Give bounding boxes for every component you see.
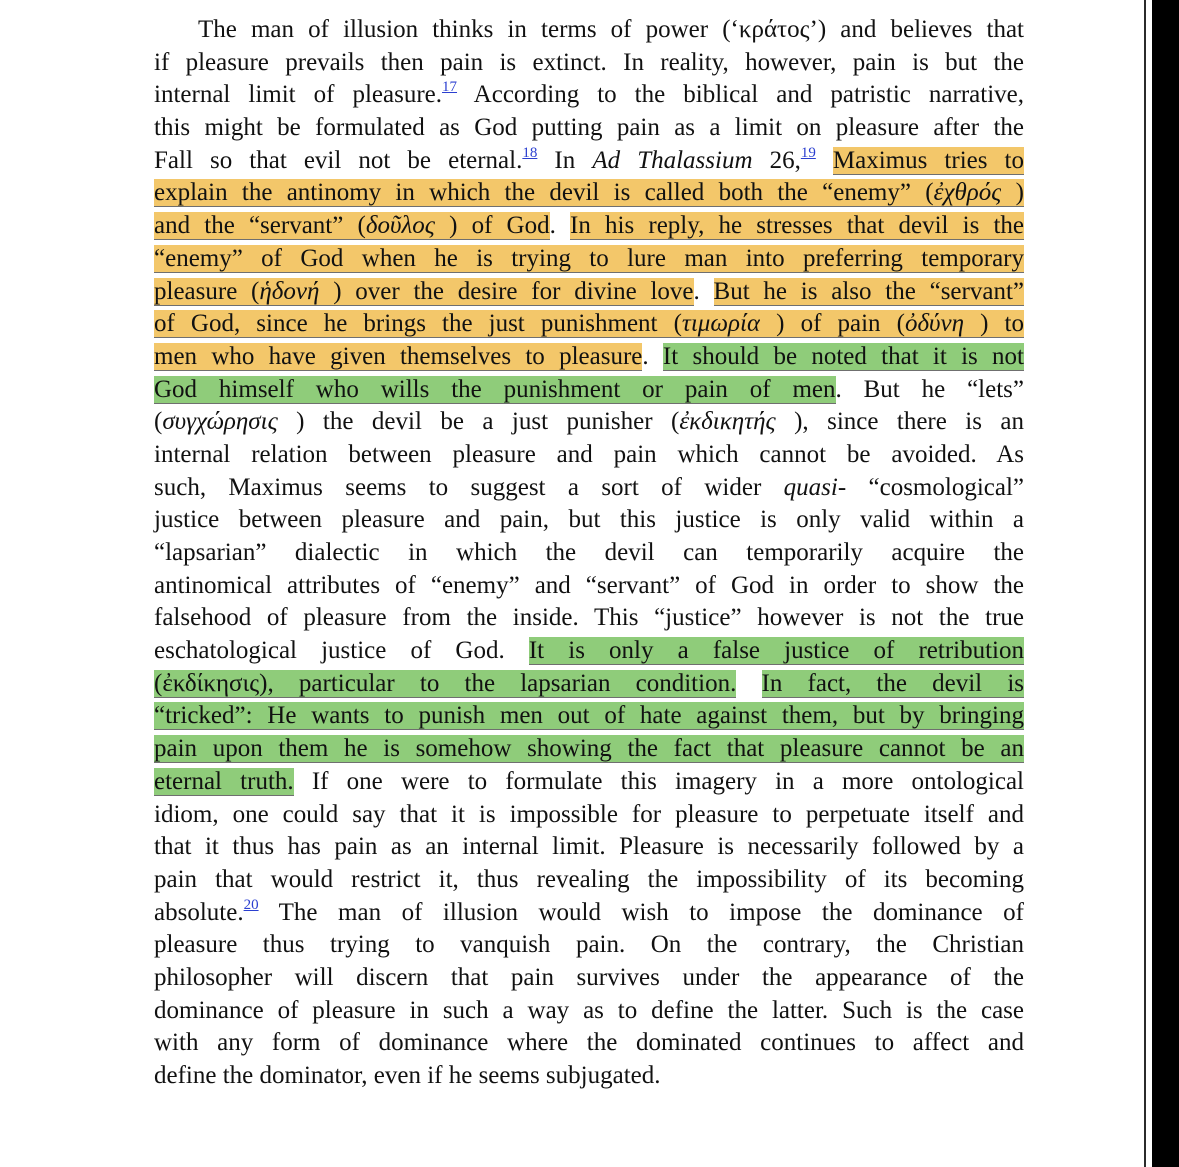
text-span: dominance of pleasure in such a way as to define the latter. Such is the case	[154, 996, 1024, 1024]
text-line	[154, 276, 1024, 309]
text-span: justice between pleasure and pain, but this justice is only valid within a	[154, 506, 1024, 534]
highlight-green: God himself who wills the punishment or pain of men	[154, 375, 836, 403]
text-line	[154, 831, 1024, 864]
highlight-orange: In his reply, he stresses that devil is the	[570, 212, 1025, 240]
text-span: quasi-	[783, 473, 847, 501]
text-span: συγχώρησις	[162, 408, 278, 436]
footnote-link[interactable]: 17	[442, 79, 458, 96]
text-span: “lapsarian” dialectic in which the devil can temporarily acquire the	[154, 539, 1024, 566]
text-span: internal limit of pleasure.	[154, 81, 443, 109]
text-line	[154, 570, 1024, 603]
highlight-green: It should be noted that it is not	[662, 342, 1025, 370]
text-line	[154, 995, 1024, 1028]
text-span: ) the devil be a just punisher (	[277, 408, 680, 436]
footnote-link[interactable]: 19	[800, 144, 816, 161]
text-span: “cosmological”	[846, 473, 1024, 501]
highlight-orange: δοῦλος	[365, 212, 435, 240]
text-line	[154, 243, 1024, 276]
footnote-link[interactable]: 18	[522, 144, 538, 161]
text-line	[154, 308, 1024, 341]
text-span: antinomical attributes of “enemy” and “servant” of God in order to show the	[154, 571, 1024, 599]
text-span: . But he “lets”	[835, 375, 1024, 403]
text-span: if pleasure prevails then pain is extinct. In reality, however, pain is but the	[154, 48, 1024, 76]
text-span: this might be formulated as God putting pain as a limit on pleasure after the	[154, 114, 1024, 142]
text-span: philosopher will discern that pain survives under the appearance of the	[154, 963, 1024, 991]
document-page	[154, 14, 1024, 1093]
text-span: idiom, one could say that it is impossible for pleasure to perpetuate itself and	[154, 800, 1024, 828]
text-line	[154, 537, 1024, 570]
highlight-orange: explain the antinomy in which the devil is called both the “enemy” (	[154, 179, 934, 207]
highlight-green: (ἐκδίκησις), particular to the lapsarian condition.	[154, 669, 737, 697]
text-line	[154, 929, 1024, 962]
highlight-green: pain upon them he is somehow showing the fact that pleasure cannot be an	[154, 735, 1024, 763]
text-line	[154, 177, 1024, 210]
highlight-orange: ἡδονή	[259, 277, 320, 305]
text-span: The man of illusion thinks in terms of power (‘κράτος’) and believes that	[198, 16, 1024, 43]
text-span: .	[549, 212, 571, 240]
text-span: .	[693, 277, 714, 305]
text-line	[154, 668, 1024, 701]
text-span: that it thus has pain as an internal limit. Pleasure is necessarily followed by a	[154, 833, 1024, 861]
text-span: eschatological justice of God.	[154, 637, 529, 665]
text-line	[154, 47, 1024, 80]
page-edge-line	[1144, 0, 1146, 1167]
text-line	[154, 406, 1024, 439]
highlight-orange: ) of God	[434, 212, 550, 240]
highlight-orange: “enemy” of God when he is trying to lure man into preferring temporary	[154, 244, 1024, 272]
text-span: ἐκδικητής	[679, 408, 776, 436]
highlight-orange: of God, since he brings the just punishment (	[154, 310, 682, 338]
highlight-orange: τιμωρία	[681, 310, 761, 338]
highlight-orange: ) to	[964, 310, 1024, 338]
highlight-orange: )	[1001, 179, 1024, 207]
highlight-green: “tricked”: He wants to punish men out of hate against them, but by bringing	[154, 702, 1024, 730]
text-span	[736, 670, 761, 697]
text-span: falsehood of pleasure from the inside. This “justice” however is not the true	[154, 604, 1024, 632]
text-span: ), since there is an	[775, 408, 1024, 436]
text-span: The man of illusion would wish to impose the dominance of	[258, 898, 1024, 926]
highlight-orange: ) over the desire for divine love	[319, 277, 694, 305]
text-span	[816, 147, 833, 174]
text-line	[154, 112, 1024, 145]
highlight-green: eternal truth.	[154, 767, 294, 795]
highlight-green: It is only a false justice of retribution	[528, 637, 1024, 665]
text-line	[154, 602, 1024, 635]
footnote-link[interactable]: 20	[243, 896, 259, 913]
highlight-orange: pleasure (	[154, 277, 260, 305]
text-span: pain that would restrict it, thus revealing the impossibility of its becoming	[154, 865, 1024, 893]
text-line	[154, 864, 1024, 897]
highlight-orange: men who have given themselves to pleasure	[154, 342, 643, 370]
text-line	[154, 504, 1024, 537]
text-span: define the dominator, even if he seems subjugated.	[154, 1062, 661, 1089]
highlight-orange: ) of pain (	[760, 310, 905, 338]
text-line	[154, 79, 1024, 112]
text-line	[154, 733, 1024, 766]
text-line	[154, 766, 1024, 799]
highlight-orange: Maximus tries to	[832, 146, 1024, 174]
text-span: such, Maximus seems to suggest a sort of wider	[154, 473, 784, 501]
text-line	[154, 799, 1024, 832]
text-span: According to the biblical and patristic narrative,	[457, 81, 1025, 109]
text-span: absolute.	[154, 898, 244, 926]
text-line	[154, 635, 1024, 668]
text-line	[154, 439, 1024, 472]
page-edge-shadow	[1152, 0, 1179, 1167]
text-span: with any form of dominance where the dominated continues to affect and	[154, 1029, 1024, 1057]
text-span: 26,	[752, 146, 801, 174]
text-line	[154, 374, 1024, 407]
text-line	[154, 1027, 1024, 1060]
text-line	[154, 1060, 1024, 1093]
text-span: internal relation between pleasure and pain which cannot be avoided. As	[154, 440, 1024, 468]
highlight-orange: But he is also the “servant”	[713, 277, 1024, 305]
text-span: Ad Thalassium	[592, 146, 753, 174]
text-span: Fall so that evil not be eternal.	[154, 146, 523, 174]
text-line	[154, 897, 1024, 930]
text-line	[154, 210, 1024, 243]
text-line	[154, 700, 1024, 733]
text-span: (	[154, 408, 163, 436]
text-line	[154, 145, 1024, 178]
highlight-orange: ὀδύνη	[904, 310, 965, 338]
highlight-green: In fact, the devil is	[761, 669, 1024, 697]
highlight-orange: ἐχθρός	[933, 179, 1002, 207]
text-line	[154, 472, 1024, 505]
text-line	[154, 341, 1024, 374]
highlight-orange: and the “servant” (	[154, 212, 366, 240]
text-line	[154, 14, 1024, 47]
text-span: If one were to formulate this imagery in a more ontological	[293, 767, 1024, 795]
text-span: In	[537, 146, 593, 174]
text-span: .	[642, 342, 663, 370]
text-span: pleasure thus trying to vanquish pain. On the contrary, the Christian	[154, 931, 1024, 959]
text-line	[154, 962, 1024, 995]
